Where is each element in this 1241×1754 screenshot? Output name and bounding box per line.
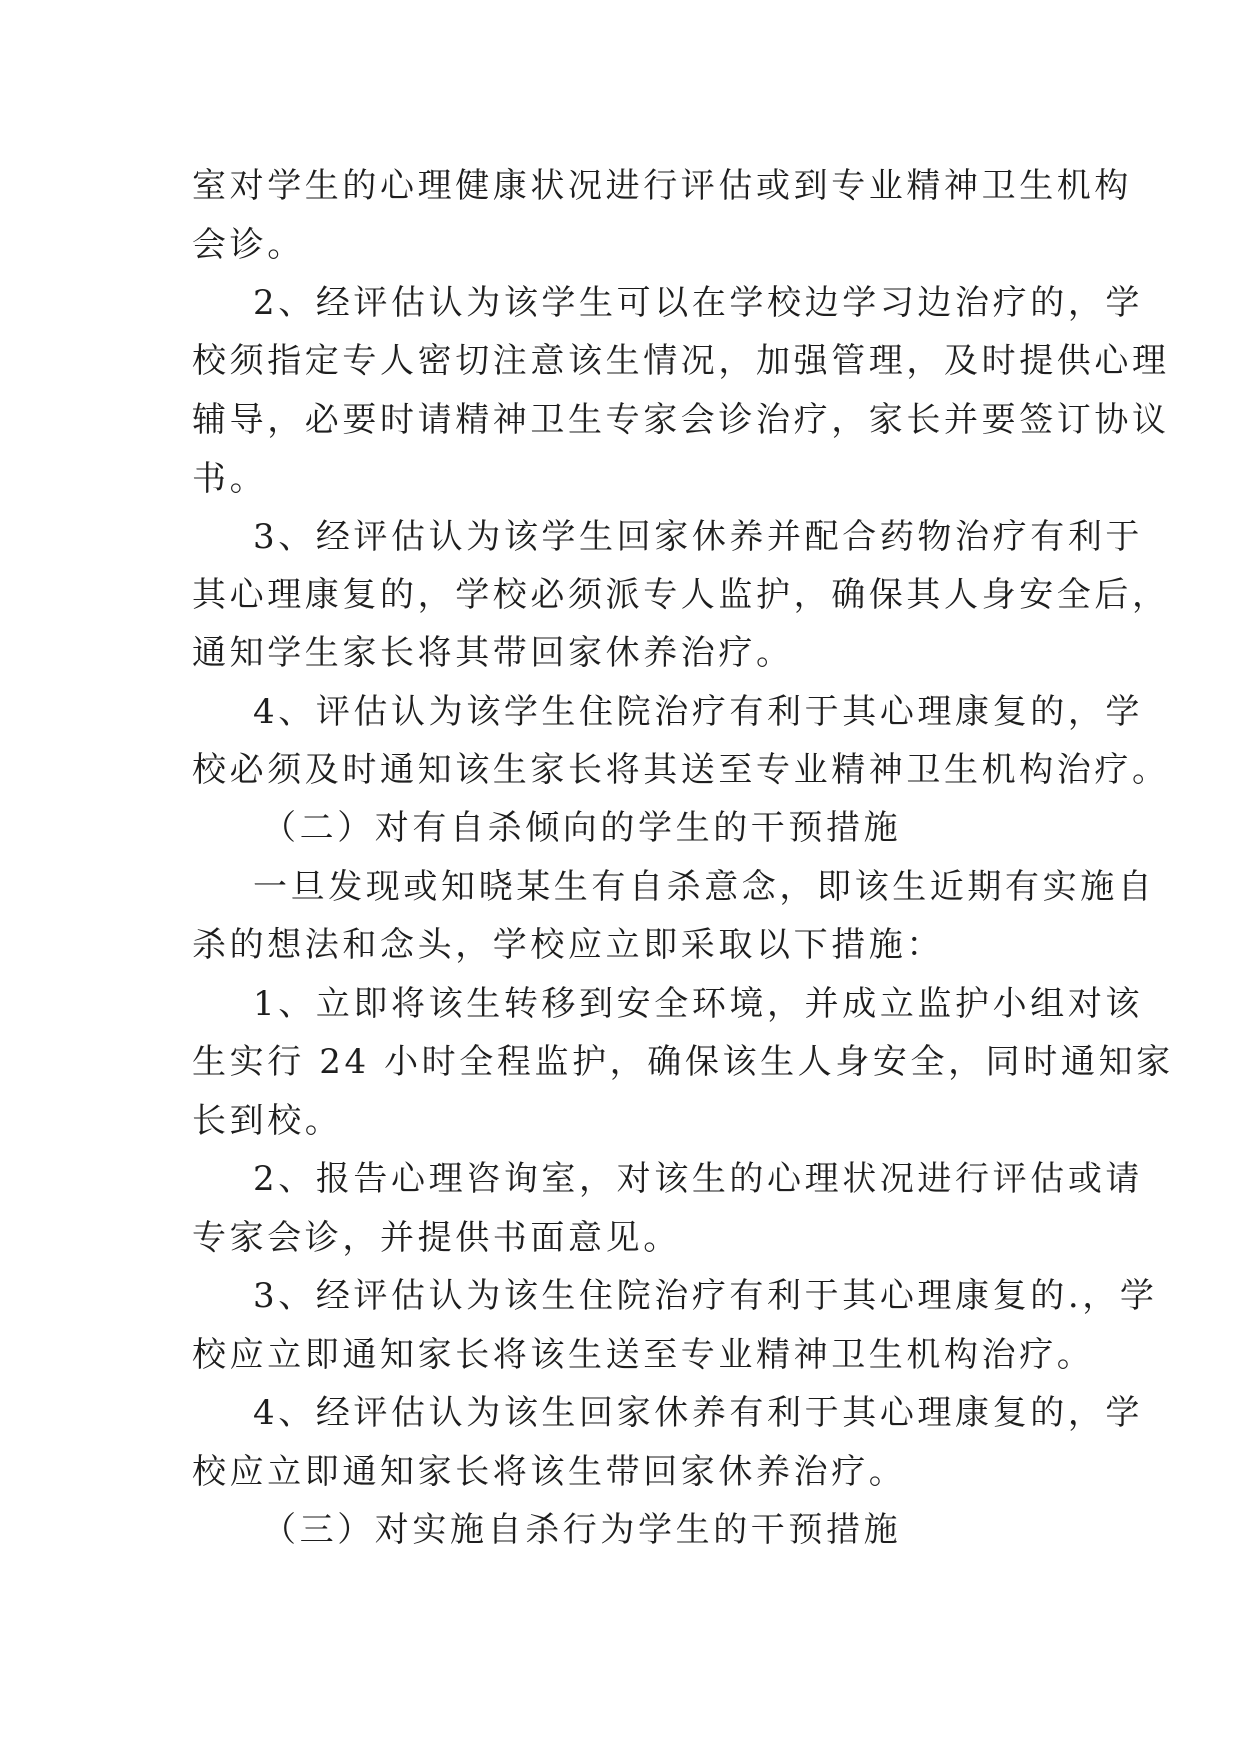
text-line: 校必须及时通知该生家长将其送至专业精神卫生机构治疗。 xyxy=(192,750,1170,790)
section-heading: （二）对有自杀倾向的学生的干预措施 xyxy=(262,808,902,848)
text-line: 杀的想法和念头，学校应立即采取以下措施： xyxy=(192,925,944,965)
text-line: 4、评估认为该学生住院治疗有利于其心理康复的，学 xyxy=(253,692,1144,732)
text-line: 校须指定专人密切注意该生情况，加强管理，及时提供心理 xyxy=(192,341,1170,381)
text-line: 2、经评估认为该学生可以在学校边学习边治疗的，学 xyxy=(253,283,1144,323)
text-line: 3、经评估认为该生住院治疗有利于其心理康复的.，学 xyxy=(253,1276,1158,1316)
text-line: 室对学生的心理健康状况进行评估或到专业精神卫生机构 xyxy=(192,166,1132,206)
text-line: 2、报告心理咨询室，对该生的心理状况进行评估或请 xyxy=(253,1159,1144,1199)
text-line: 通知学生家长将其带回家休养治疗。 xyxy=(192,633,794,673)
text-line: 4、经评估认为该生回家休养有利于其心理康复的，学 xyxy=(253,1393,1144,1433)
text-line: 一旦发现或知晓某生有自杀意念，即该生近期有实施自 xyxy=(253,867,1156,907)
text-line: 专家会诊，并提供书面意见。 xyxy=(192,1218,681,1258)
text-line: 校应立即通知家长将该生带回家休养治疗。 xyxy=(192,1452,907,1492)
text-line: 辅导，必要时请精神卫生专家会诊治疗，家长并要签订协议 xyxy=(192,400,1170,440)
text-line: 其心理康复的，学校必须派专人监护，确保其人身安全后， xyxy=(192,575,1170,615)
section-heading: （三）对实施自杀行为学生的干预措施 xyxy=(262,1510,902,1550)
text-line: 3、经评估认为该学生回家休养并配合药物治疗有利于 xyxy=(253,517,1144,557)
text-line: 1、立即将该生转移到安全环境，并成立监护小组对该 xyxy=(253,984,1144,1024)
text-line: 长到校。 xyxy=(192,1101,343,1141)
text-line: 书。 xyxy=(192,459,268,499)
text-line: 校应立即通知家长将该生送至专业精神卫生机构治疗。 xyxy=(192,1335,1095,1375)
text-line: 生实行 24 小时全程监护，确保该生人身安全，同时通知家 xyxy=(192,1042,1174,1082)
text-line: 会诊。 xyxy=(192,225,305,265)
